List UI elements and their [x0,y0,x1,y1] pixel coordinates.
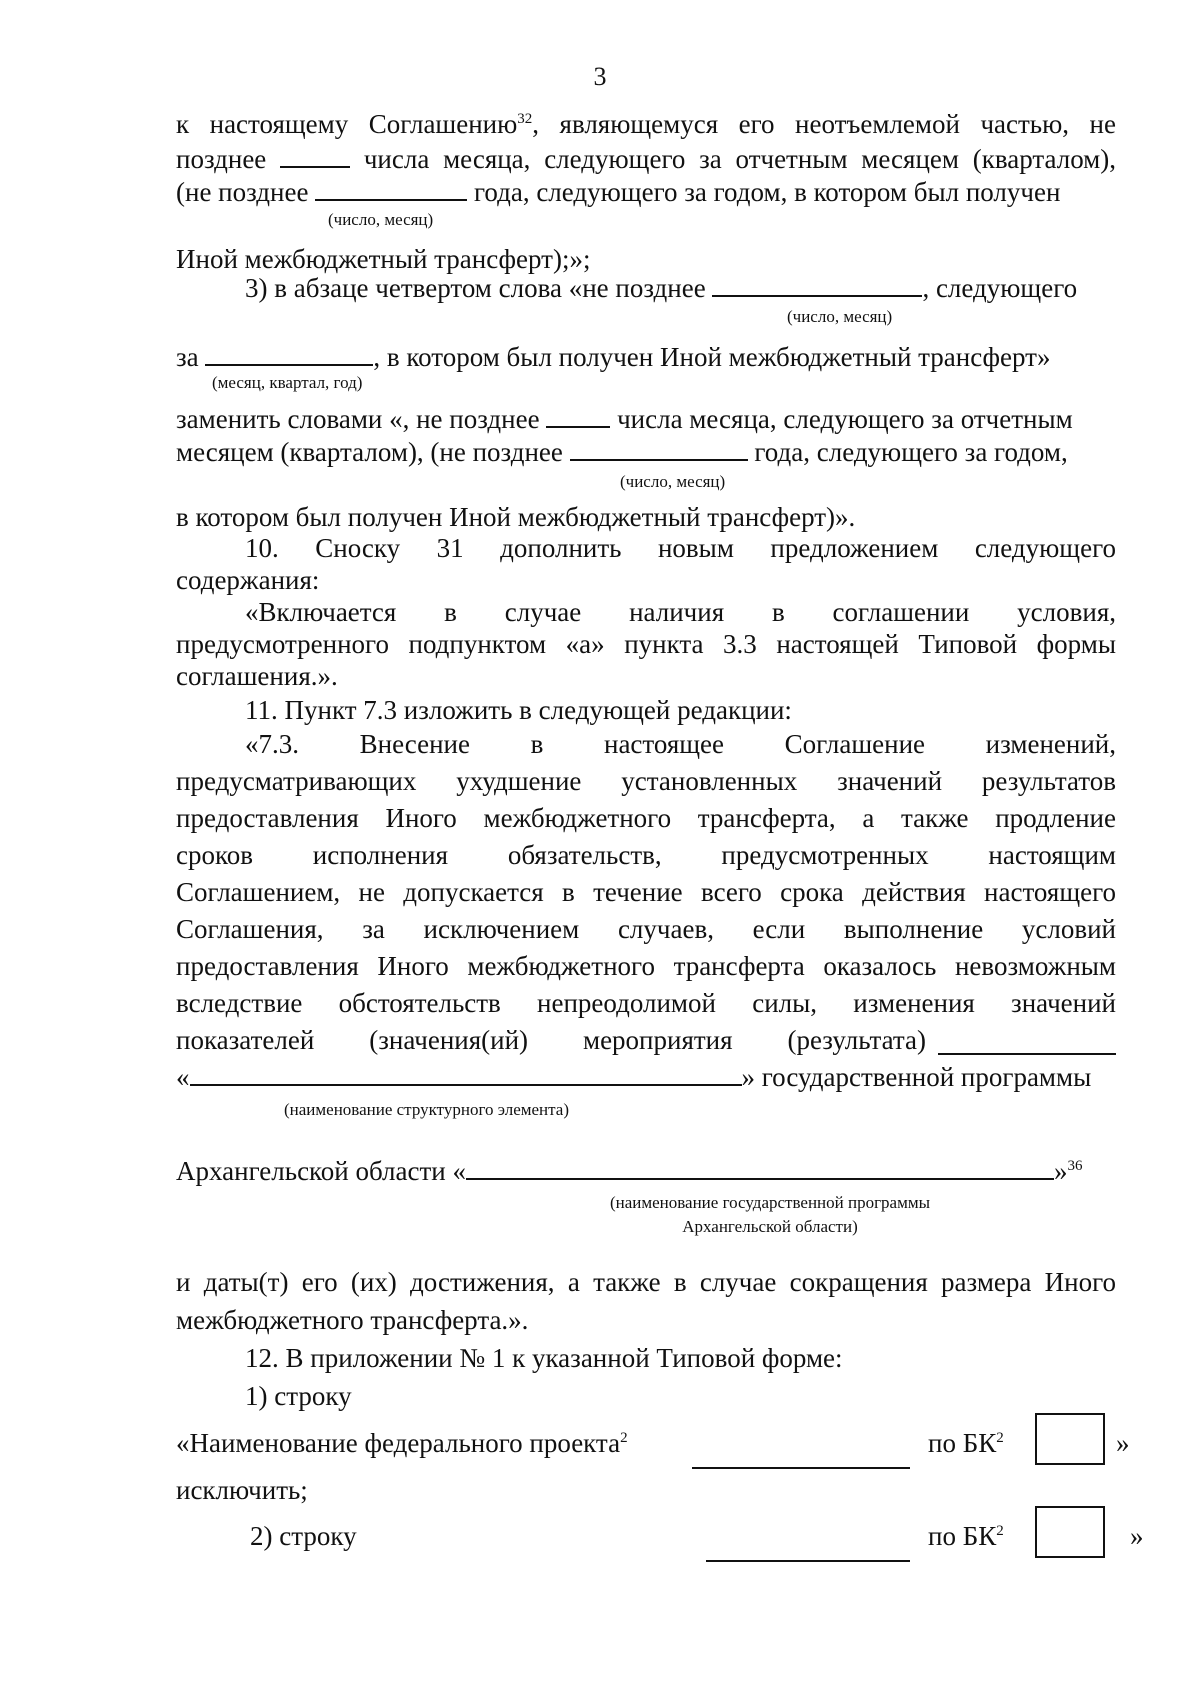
closing-quote: » [1116,1428,1130,1458]
text-line: предусмотренного подпунктом «а» пункта 3.3 настоящей Типовой формы [176,629,1116,659]
footnote-ref: 36 [1067,1158,1083,1174]
text-line: к настоящему Соглашению$^{32}$, являющемуся его неотъемлемой частью, не [176,109,1116,139]
blank-field [315,177,467,201]
page-number: 3 [593,62,607,91]
text-line: 1) строку [245,1381,352,1411]
text-line: и даты(т) его (их) достижения, а также в случае сокращения размера Иного [176,1267,1116,1297]
text-line: вследствие обстоятельств непреодолимой силы, изменения значений [176,988,1116,1018]
text-line: « » государственной программы [176,1062,1092,1092]
text-line: межбюджетного трансферта.». [176,1305,529,1335]
text-line: позднее числа месяца, следующего за отчетным месяцем (кварталом), [176,144,1117,174]
blank-field [546,404,610,428]
text-line: сроков исполнения обязательств, предусмотренных настоящим [176,840,1116,870]
text-line: 2) строку [250,1521,357,1551]
footnote-ref: 2 [620,1430,628,1446]
blank-field [712,273,922,297]
text-line: содержания: [176,565,320,595]
text-line: Соглашения, за исключением случаев, если выполнение условий [176,914,1116,944]
text-line: (не позднее года, следующего за годом, в котором был получен [176,177,1061,207]
blank-field [190,1062,742,1086]
blank-field [938,1053,1116,1055]
field-caption: Архангельской области) [682,1217,858,1236]
field-caption: (наименование государственной программы [609,1193,931,1212]
bk-label: по $БК^2$ [928,1521,1004,1551]
text-line: в котором был получен Иной межбюджетный трансферт)». [176,502,856,532]
code-box [1035,1506,1105,1558]
field-caption: (наименование структурного элемента) [284,1100,569,1119]
blank-field [205,342,373,366]
text-line: 10. Сноску 31 дополнить новым предложением следующего [245,533,1116,563]
text-line: 12. В приложении № 1 к указанной Типовой форме: [245,1343,843,1373]
text-line: показателей (значения(ий) мероприятия (результата) [176,1025,926,1055]
bk-label: по $БК^2$ [928,1428,1004,1458]
text-line: предоставления Иного межбюджетного трансферта оказалось невозможным [176,951,1116,981]
field-caption: (число, месяц) [787,307,893,326]
text-line: Иной межбюджетный трансферт);»; [176,244,591,274]
blank-field [466,1156,1054,1180]
text-line: месяцем (кварталом), (не позднее года, следующего за годом, [176,437,1068,467]
field-caption: (число, месяц) [620,472,726,491]
footnote-ref: 32 [517,111,533,127]
text-line: Соглашением, не допускается в течение всего срока действия настоящего [176,877,1116,907]
blank-field [570,437,748,461]
closing-quote: » [1130,1521,1144,1551]
text-line: предоставления Иного межбюджетного трансферта, а также продление [176,803,1116,833]
text-line: 11. Пункт 7.3 изложить в следующей редакции: [245,695,792,725]
text-line: за , в котором был получен Иной межбюджетный трансферт» [176,342,1051,372]
blank-field [692,1467,910,1469]
field-caption: (число, месяц) [328,210,434,229]
text-line: соглашения.». [176,661,338,691]
field-caption: (месяц, квартал, год) [212,373,363,392]
text-line: заменить словами «, не позднее числа месяца, следующего за отчетным [176,404,1073,434]
blank-field [280,144,350,168]
text-line: 3) в абзаце четвертом слова «не позднее , следующего [245,273,1078,303]
code-box [1035,1413,1105,1465]
text-line: Архангельской области « »$^{36}$ [176,1156,1083,1186]
text-line: «7.3. Внесение в настоящее Соглашение изменений, [245,729,1116,759]
text-line: предусматривающих ухудшение установленных значений результатов [176,766,1116,796]
text-line: исключить; [176,1475,308,1505]
blank-field [706,1560,910,1562]
text-line: «Наименование федерального проекта$^2$ [176,1428,628,1458]
text-line: «Включается в случае наличия в соглашении условия, [245,597,1116,627]
